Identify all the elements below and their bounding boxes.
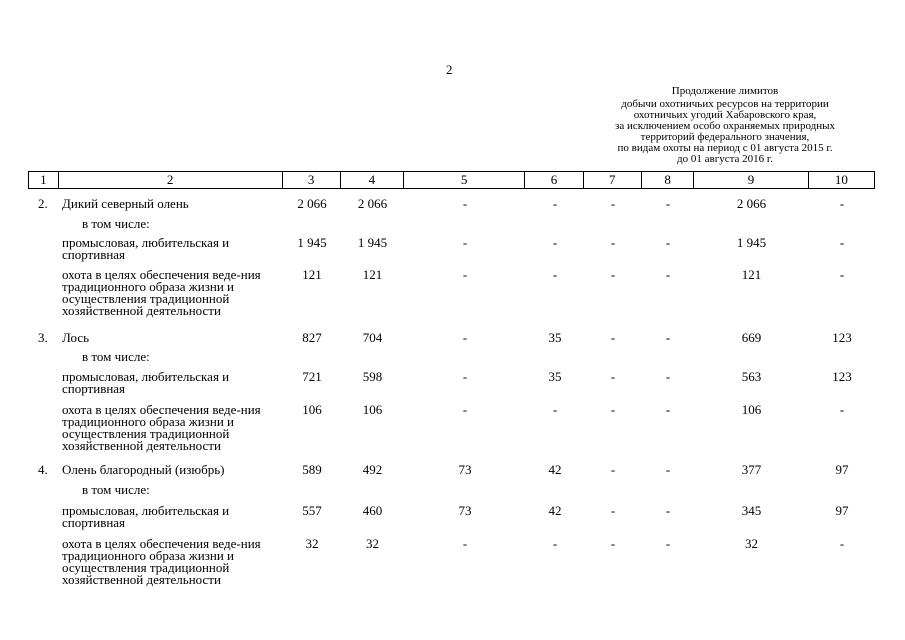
column-header: 6 <box>525 172 583 189</box>
cell: 73 <box>458 503 472 518</box>
cell: 1 945 <box>736 235 767 250</box>
cell: 1 945 <box>297 235 327 250</box>
row-number: 3. <box>38 330 48 345</box>
cell: - <box>665 536 671 551</box>
subheading: в том числе: <box>82 216 150 231</box>
subheading: в том числе: <box>82 349 150 364</box>
table-row <box>28 371 875 404</box>
table-row <box>28 237 875 269</box>
cell: 32 <box>305 536 319 551</box>
cell: 827 <box>302 330 322 345</box>
table-caption <box>580 86 870 165</box>
cell: 1 945 <box>357 235 388 250</box>
table-row <box>28 464 875 484</box>
table-body <box>28 198 875 594</box>
cell: - <box>839 402 845 417</box>
column-header: 3 <box>282 172 340 189</box>
column-header: 9 <box>694 172 808 189</box>
cell: - <box>665 267 671 282</box>
cell: - <box>610 330 616 345</box>
cell: 73 <box>458 462 472 477</box>
table-row <box>28 484 875 505</box>
cell: - <box>552 536 558 551</box>
cell: - <box>462 402 468 417</box>
cell: - <box>839 235 845 250</box>
caption-line: охотничьих угодий Хабаровского края, <box>633 109 817 121</box>
species-name: Олень благородный (изюбрь) <box>62 462 225 477</box>
subheading: в том числе: <box>82 482 150 497</box>
cell: - <box>462 267 468 282</box>
cell: 106 <box>362 402 383 417</box>
category-label: промысловая, любительская и спортивная <box>62 503 230 530</box>
cell: 97 <box>835 462 849 477</box>
cell: - <box>462 196 468 211</box>
caption-line: до 01 августа 2016 г. <box>677 153 773 165</box>
cell: - <box>610 536 616 551</box>
species-name: Дикий северный олень <box>62 196 189 211</box>
table-row <box>28 404 875 464</box>
cell: 121 <box>302 267 322 282</box>
cell: - <box>610 196 616 211</box>
cell: - <box>462 369 468 384</box>
cell: 123 <box>832 369 852 384</box>
cell: 106 <box>302 402 322 417</box>
cell: - <box>839 196 845 211</box>
cell: - <box>610 267 616 282</box>
cell: - <box>552 267 558 282</box>
cell: - <box>665 369 671 384</box>
cell: - <box>839 267 845 282</box>
cell: - <box>462 330 468 345</box>
cell: 589 <box>302 462 322 477</box>
cell: 123 <box>832 330 852 345</box>
cell: 721 <box>302 369 322 384</box>
row-number: 4. <box>38 462 48 477</box>
cell: 35 <box>548 330 562 345</box>
column-number-header <box>28 171 875 189</box>
column-header: 5 <box>404 172 525 189</box>
column-header: 8 <box>641 172 693 189</box>
category-label: охота в целях обеспечения веде-ния традиционного образа жизни и осуществления традиционной хозяйственной деятельности <box>62 536 261 587</box>
column-header: 2 <box>58 172 282 189</box>
cell: 42 <box>548 462 562 477</box>
cell: 97 <box>835 503 849 518</box>
cell: - <box>665 330 671 345</box>
species-name: Лось <box>62 330 90 345</box>
cell: - <box>552 402 558 417</box>
table-row <box>28 332 875 351</box>
cell: - <box>839 536 845 551</box>
cell: 557 <box>302 503 322 518</box>
cell: 121 <box>362 267 383 282</box>
cell: 42 <box>548 503 562 518</box>
cell: 2 066 <box>297 196 327 211</box>
page-number: 2 <box>446 62 453 77</box>
table-row <box>28 269 875 332</box>
cell: 598 <box>362 369 383 384</box>
cell: 492 <box>362 462 383 477</box>
cell: - <box>665 402 671 417</box>
cell: 32 <box>745 536 758 551</box>
row-number: 2. <box>38 196 48 211</box>
category-label: охота в целях обеспечения веде-ния традиционного образа жизни и осуществления традиционной хозяйственной деятельности <box>62 267 261 318</box>
cell: 106 <box>741 402 762 417</box>
caption-line: территорий федерального значения, <box>640 131 810 143</box>
cell: - <box>610 503 616 518</box>
cell: - <box>610 235 616 250</box>
cell: 669 <box>741 330 762 345</box>
cell: - <box>665 235 671 250</box>
table-row <box>28 351 875 371</box>
cell: - <box>552 235 558 250</box>
cell: 35 <box>548 369 562 384</box>
cell: 2 066 <box>736 196 767 211</box>
cell: - <box>610 462 616 477</box>
cell: - <box>665 462 671 477</box>
category-label: промысловая, любительская и спортивная <box>62 235 230 262</box>
cell: 32 <box>366 536 379 551</box>
column-header: 7 <box>583 172 641 189</box>
column-header: 4 <box>340 172 403 189</box>
table-row <box>28 538 875 594</box>
cell: - <box>665 503 671 518</box>
caption-line: Продолжение лимитов <box>671 85 779 97</box>
cell: - <box>462 235 468 250</box>
cell: - <box>610 402 616 417</box>
table-row <box>28 198 875 218</box>
table-row <box>28 505 875 538</box>
category-label: охота в целях обеспечения веде-ния традиционного образа жизни и осуществления традиционной хозяйственной деятельности <box>62 402 261 453</box>
cell: - <box>610 369 616 384</box>
cell: 2 066 <box>357 196 388 211</box>
caption-line: по видам охоты на период с 01 августа 2015 г. <box>617 142 833 154</box>
cell: 345 <box>741 503 762 518</box>
column-header: 1 <box>29 172 59 189</box>
cell: 121 <box>741 267 762 282</box>
cell: 563 <box>741 369 762 384</box>
cell: - <box>552 196 558 211</box>
cell: - <box>462 536 468 551</box>
category-label: промысловая, любительская и спортивная <box>62 369 230 396</box>
cell: 377 <box>741 462 762 477</box>
cell: 704 <box>362 330 383 345</box>
caption-line: добычи охотничьих ресурсов на территории <box>621 98 829 110</box>
cell: 460 <box>362 503 383 518</box>
column-header: 10 <box>808 172 874 189</box>
cell: - <box>665 196 671 211</box>
caption-line: за исключением особо охраняемых природных <box>614 120 836 132</box>
